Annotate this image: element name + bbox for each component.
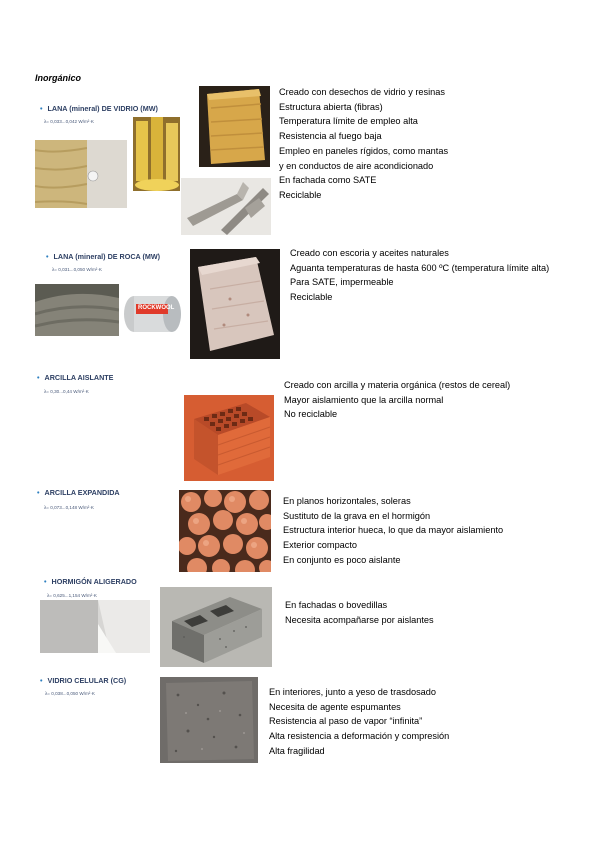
desc-line: No reciclable (284, 409, 338, 420)
lambda-hormigon-aligerado: λ= 0,625...1,154 W/m²·K (47, 593, 97, 598)
desc-line: Creado con escoria y aceites naturales (290, 248, 449, 258)
photo-expanded-clay-balls (179, 490, 271, 572)
desc-line: Reciclable (279, 189, 322, 200)
photo-glass-wool-ducts (181, 178, 271, 235)
description-arcilla-expandida (283, 494, 503, 568)
photo-insulating-clay-brick (184, 395, 274, 481)
desc-line: Mayor aislamiento que la arcilla normal (284, 394, 444, 405)
photo-glass-wool-rolls (133, 117, 180, 191)
description-lana-vidrio (279, 85, 448, 203)
photo-rock-wool-roof (35, 284, 119, 336)
desc-line: En interiores, junto a yeso de trasdosado (269, 687, 437, 697)
desc-line: Estructura interior hueca, lo que da mayor aislamiento (283, 525, 504, 536)
desc-line: Temperatura límite de empleo alta (279, 116, 418, 127)
desc-line: En planos horizontales, soleras (283, 496, 411, 506)
desc-line: Aguanta temperaturas de hasta 600 ºC (temperatura límite alta) (290, 262, 550, 273)
desc-line: Resistencia al fuego baja (279, 131, 382, 142)
lambda-lana-vidrio: λ= 0,033...0,042 W/m²·K (44, 119, 94, 124)
material-title-arcilla-aislante: • ARCILLA AISLANTE (37, 373, 113, 382)
photo-cellular-glass-block (158, 675, 260, 765)
material-title-lana-vidrio: • LANA (mineral) DE VIDRIO (MW) (40, 104, 158, 113)
description-arcilla-aislante (284, 378, 510, 422)
photo-rock-wool-roll (120, 284, 182, 336)
desc-line: Alta resistencia a deformación y compresión (269, 731, 450, 742)
material-title-hormigon-aligerado: • HORMIGÓN ALIGERADO (44, 577, 137, 586)
description-lana-roca (290, 246, 565, 305)
desc-line: En conjunto es poco aislante (283, 554, 401, 565)
desc-line: Reciclable (290, 292, 333, 303)
desc-line: Empleo en paneles rígidos, como mantas (279, 145, 449, 156)
desc-line: En fachadas o bovedillas (285, 600, 388, 610)
desc-line: Exterior compacto (283, 540, 358, 551)
photo-lightweight-concrete-wall (40, 600, 150, 653)
desc-line: Sustituto de la grava en el hormigón (283, 510, 431, 521)
photo-glass-wool-wall (35, 140, 127, 208)
lambda-lana-roca: λ= 0,031...0,050 W/m²·K (52, 267, 102, 272)
rockwool-logo: ROCKWOOL (138, 305, 175, 311)
desc-line: Necesita de agente espumantes (269, 701, 401, 712)
description-vidrio-celular (269, 685, 449, 759)
lambda-arcilla-aislante: λ= 0,30...0,44 W/m²·K (44, 389, 89, 394)
desc-line: Estructura abierta (fibras) (279, 101, 383, 112)
photo-glass-wool-panel (199, 86, 270, 167)
desc-line: Alta fragilidad (269, 745, 325, 756)
photo-rock-wool-block (190, 249, 280, 359)
section-heading: Inorgánico (35, 73, 82, 83)
desc-line: Creado con desechos de vidrio y resinas (279, 87, 445, 97)
photo-lightweight-concrete-block (160, 587, 272, 667)
desc-line: Para SATE, impermeable (290, 277, 394, 288)
lambda-arcilla-expandida: λ= 0,073...0,148 W/m²·K (44, 505, 94, 510)
desc-line: Necesita acompañarse por aislantes (285, 614, 434, 625)
lambda-vidrio-celular: λ= 0,038...0,050 W/m²·K (45, 691, 95, 696)
material-title-arcilla-expandida: • ARCILLA EXPANDIDA (37, 488, 120, 497)
material-title-vidrio-celular: • VIDRIO CELULAR (CG) (40, 676, 126, 685)
desc-line: Resistencia al paso de vapor “infinita” (269, 716, 423, 727)
desc-line: y en conductos de aire acondicionado (279, 160, 434, 171)
desc-line: En fachada como SATE (279, 175, 377, 186)
desc-line: Creado con arcilla y materia orgánica (restos de cereal) (284, 380, 511, 390)
description-hormigon-aligerado (285, 598, 434, 627)
material-title-lana-roca: • LANA (mineral) DE ROCA (MW) (46, 252, 160, 261)
